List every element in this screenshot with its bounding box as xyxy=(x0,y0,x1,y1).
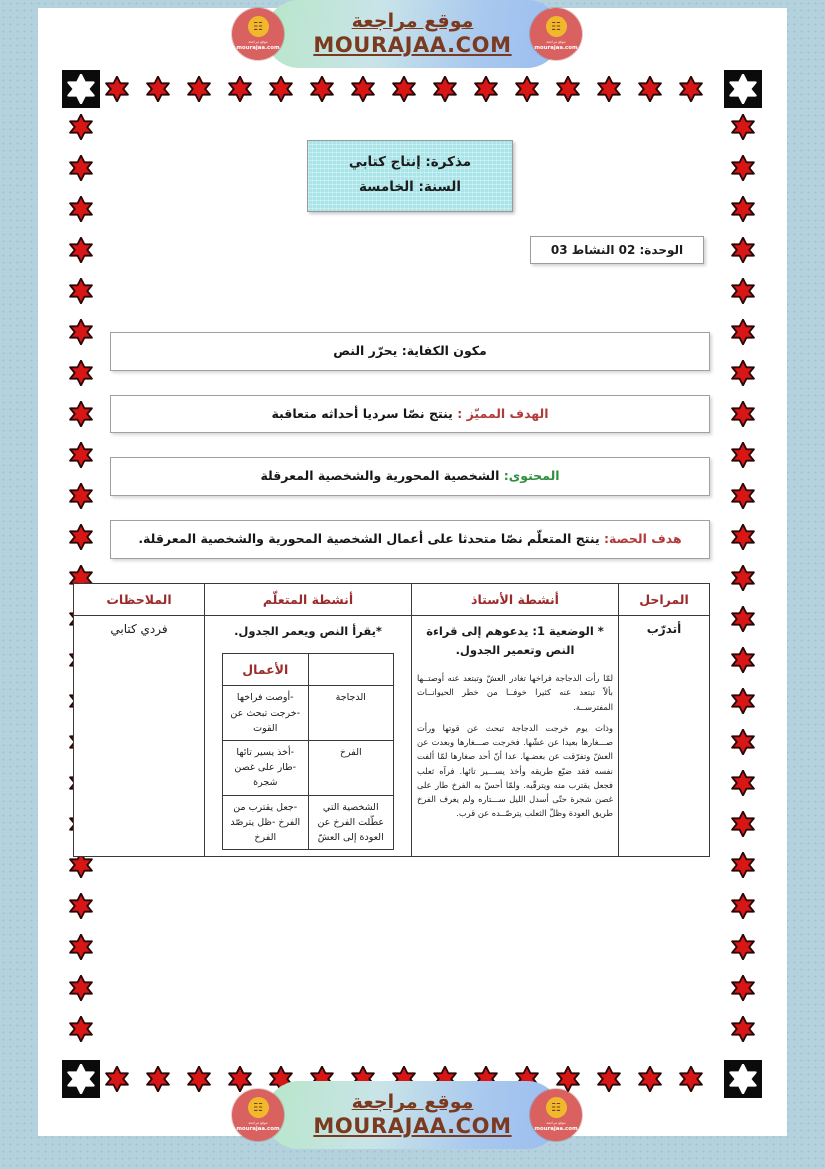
info-rows-group xyxy=(110,332,710,559)
info-value-competency: يحرّر النص xyxy=(333,342,398,358)
cell-teacher-activities xyxy=(412,615,619,856)
teacher-narrative-paragraph-1: لمّا رأت الدجاجة فراخها تغادر العشّ وتبتعد عنه أوصتــها بألاّ تبتعد عنه كثيرا خوفــا من خطر الحيوانــات المفترســة. xyxy=(417,673,613,712)
unit-activity-badge: الوحدة: 02 النشاط 03 xyxy=(530,236,704,264)
lesson-plan-table-head xyxy=(74,583,710,615)
nested-table-row xyxy=(223,741,394,796)
logo-subtitle-english-left: mourajaa.com xyxy=(236,44,280,51)
info-value-content: الشخصية المحورية والشخصية المعرقلة xyxy=(260,468,500,484)
logo-subtitle-arabic-left-bottom: موقع مراجعة xyxy=(248,1121,268,1126)
bottom-banner xyxy=(0,1081,825,1149)
teacher-situation-text: * الوضعية 1: يدعوهم إلى قراءة النص وتعمير الجدول. xyxy=(426,623,604,658)
book-glyph: ☷ xyxy=(551,1101,561,1115)
lesson-plan-table xyxy=(73,583,710,857)
book-glyph: ☷ xyxy=(551,20,561,34)
lesson-title-card xyxy=(307,140,513,212)
bottom-banner-arabic-title: موقع مراجعة xyxy=(351,1091,474,1113)
info-row-session-goal xyxy=(110,520,710,559)
site-logo-right xyxy=(530,8,582,60)
nested-header-row xyxy=(223,654,394,686)
info-row-content xyxy=(110,457,710,496)
logo-subtitle-english-right-bottom: mourajaa.com xyxy=(534,1125,578,1132)
learner-characters-table xyxy=(222,653,394,850)
book-icon xyxy=(248,16,269,37)
teacher-narrative-paragraph-2: وذات يوم خرجت الدجاجة تبحث عن قوتها ورأت صـــغارها بعيدا عن عشّها. فخرجت صـــغارها وبعدت عن العشّ وتفرّقت عن بعضـها. عدا أنّ أحد صغارها لمّا ألفت نفسه فقد ضيّع طريقه وأخذ يســـير تائها. فرآه ثعلب فجعل يقترب منه ويترقّبه. ولمّا أحسّ به الفرخ طار على غصن شجرة حتّى أسدل الليل ســـتاره ولم يعرف الفرخ طريق العودة وظلّ الثعلب يترصّــده عن قرب. xyxy=(417,722,613,819)
table-row xyxy=(74,615,710,856)
nested-header-actions: الأعمال xyxy=(223,654,309,686)
column-header-observations: الملاحظات xyxy=(74,583,205,615)
nested-table-head xyxy=(223,654,394,686)
site-logo-left-bottom xyxy=(232,1089,284,1141)
cell-stage: أتدرّب xyxy=(619,615,710,856)
cell-observations: فردي كتابي xyxy=(74,615,205,856)
book-icon xyxy=(546,16,567,37)
info-label-content: المحتوى: xyxy=(503,468,560,484)
book-glyph: ☷ xyxy=(253,1101,263,1115)
info-row-objective xyxy=(110,395,710,434)
lesson-title-line-1: مذكرة: إنتاج كتابي xyxy=(348,154,472,170)
info-label-session-goal: هدف الحصة: xyxy=(604,531,682,547)
info-label-competency: مكون الكفاية: xyxy=(401,342,487,358)
lesson-title-line-2: السنة: الخامسة xyxy=(358,178,461,195)
nested-actions-2: -أخذ يسير تائها -طار على غصن شجرة xyxy=(223,741,309,796)
bottom-banner-pill[interactable] xyxy=(265,1081,561,1149)
top-banner-arabic-title: موقع مراجعة xyxy=(351,10,474,32)
column-header-learner-activities: أنشطة المتعلّم xyxy=(205,583,412,615)
book-glyph: ☷ xyxy=(253,20,263,34)
column-header-stages: المراحل xyxy=(619,583,710,615)
nested-character-2: الفرخ xyxy=(308,741,394,796)
nested-header-character xyxy=(308,654,394,686)
top-banner-website-url[interactable]: MOURAJAA.COM xyxy=(313,32,512,57)
book-icon xyxy=(546,1097,567,1118)
column-header-teacher-activities: أنشطة الأستاذ xyxy=(412,583,619,615)
nested-table-row xyxy=(223,686,394,741)
logo-subtitle-arabic-right-bottom: موقع مراجعة xyxy=(546,1121,566,1126)
lesson-plan-table-body xyxy=(74,615,710,856)
nested-table-body xyxy=(223,686,394,850)
nested-character-1: الدجاجة xyxy=(308,686,394,741)
logo-subtitle-arabic-right: موقع مراجعة xyxy=(546,40,566,45)
logo-subtitle-english-right: mourajaa.com xyxy=(534,44,578,51)
logo-subtitle-arabic-left: موقع مراجعة xyxy=(248,40,268,45)
cell-learner-activities xyxy=(205,615,412,856)
nested-table-row xyxy=(223,795,394,850)
info-value-session-goal: ينتج المتعلّم نصّا متحدثا على أعمال الشخصية المحورية والشخصية المعرقلة. xyxy=(138,531,600,547)
info-row-competency xyxy=(110,332,710,371)
top-banner xyxy=(0,0,825,68)
table-header-row xyxy=(74,583,710,615)
learner-instruction-text: *يقرأ النص ويعمر الجدول. xyxy=(234,623,382,638)
book-icon xyxy=(248,1097,269,1118)
document-content xyxy=(106,120,710,857)
top-banner-pill[interactable] xyxy=(265,0,561,68)
site-logo-right-bottom xyxy=(530,1089,582,1141)
site-logo-left xyxy=(232,8,284,60)
nested-character-3: الشخصية التي عطّلت الفرخ عن العودة إلى العشّ xyxy=(308,795,394,850)
logo-subtitle-english-left-bottom: mourajaa.com xyxy=(236,1125,280,1132)
info-label-objective: الهدف المميّز : xyxy=(457,405,549,421)
bottom-banner-website-url[interactable]: MOURAJAA.COM xyxy=(313,1113,512,1138)
nested-actions-3: -جعل يقترب من الفرخ -ظل يترصّد الفرخ xyxy=(223,795,309,850)
info-value-objective: ينتج نصّا سرديا أحداثه متعاقبة xyxy=(271,405,453,421)
nested-actions-1: -أوصت فراخها -خرجت تبحث عن القوت xyxy=(223,686,309,741)
